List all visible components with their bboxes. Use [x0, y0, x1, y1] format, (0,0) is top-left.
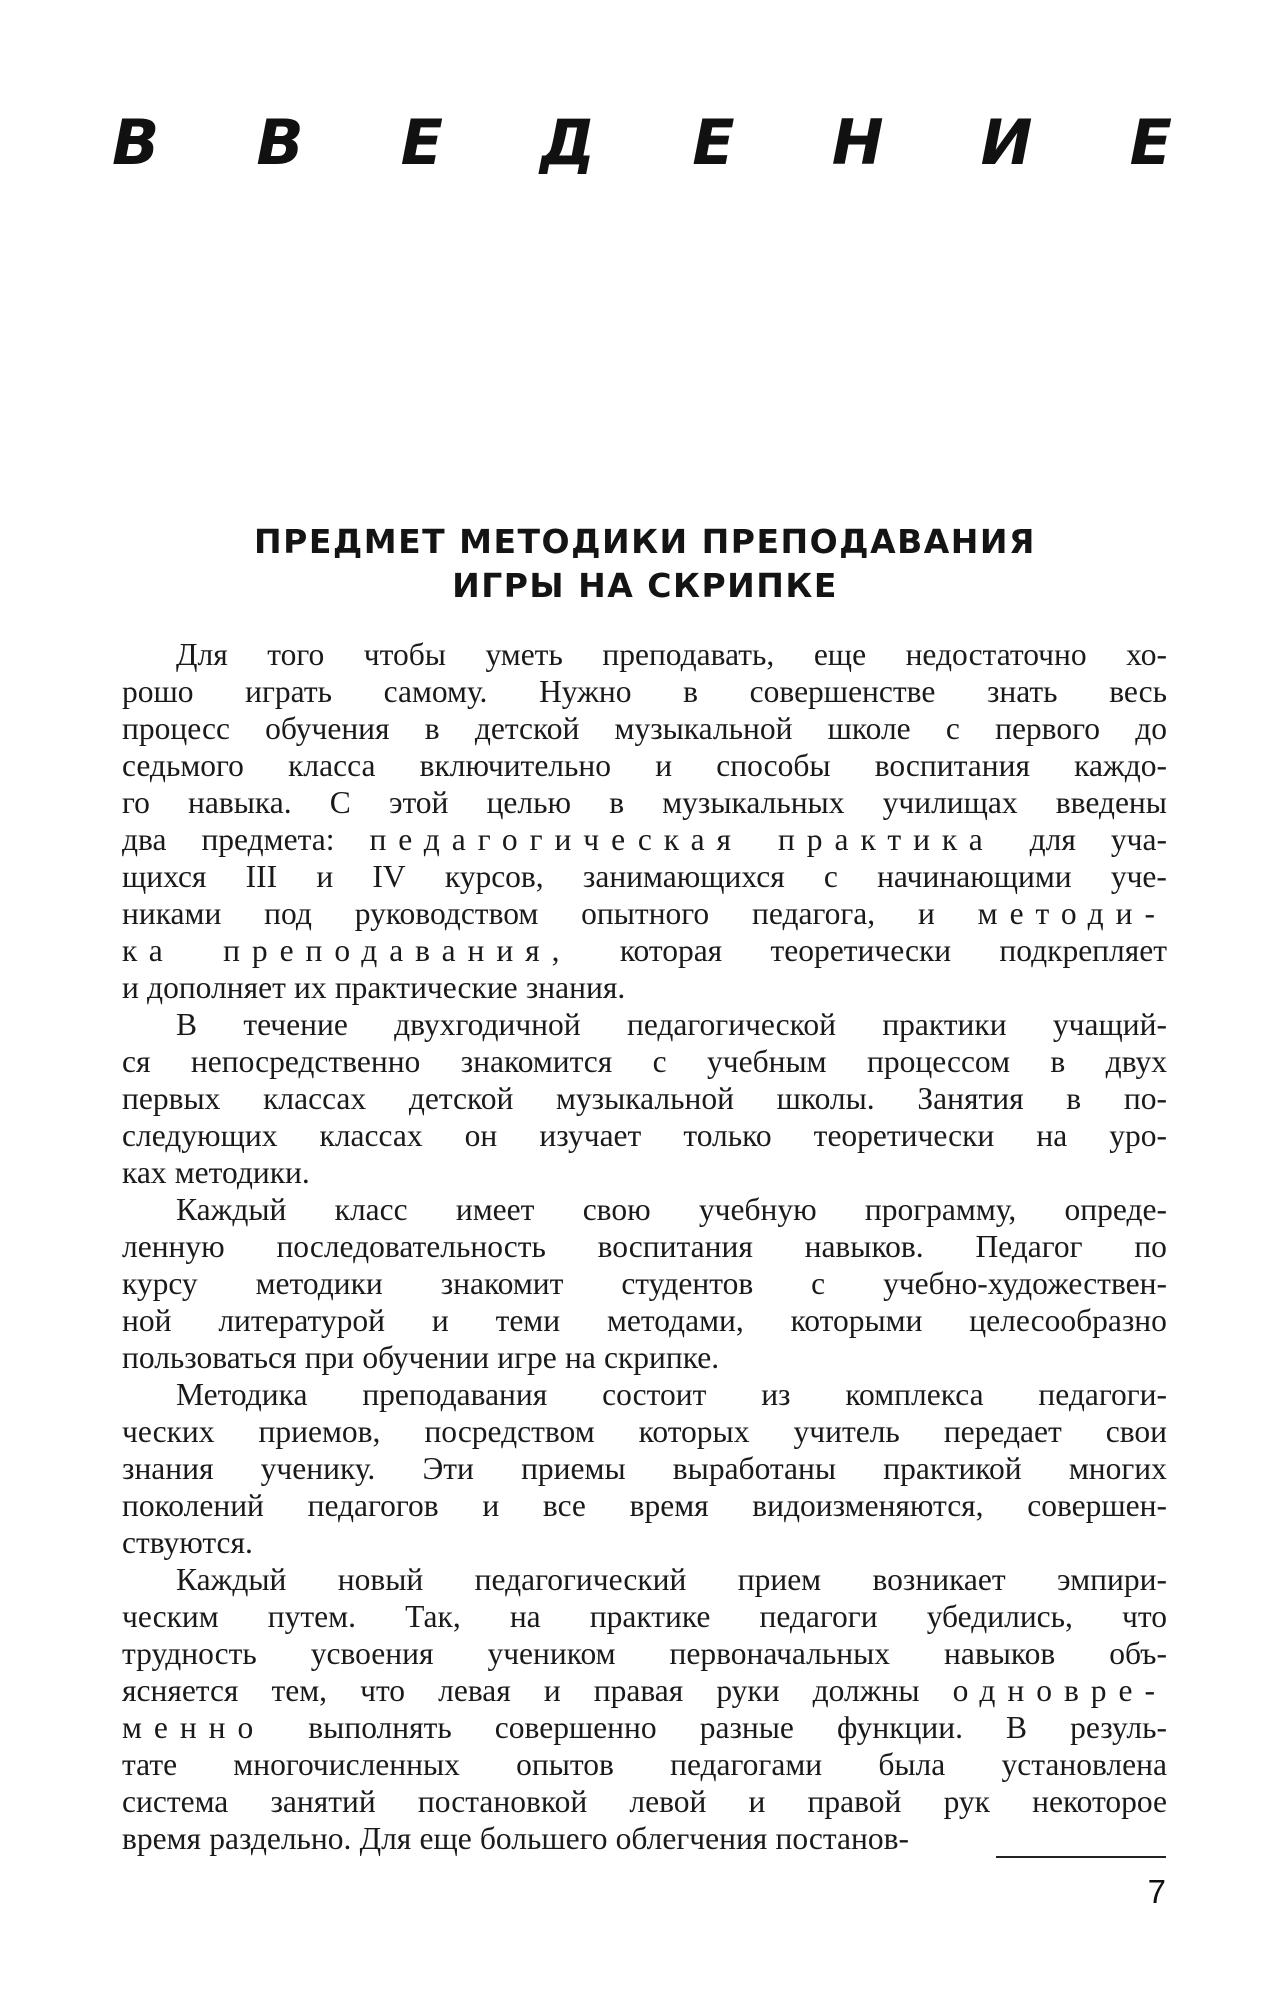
text-line: пользоваться при обучении игре на скрипке.: [122, 1340, 720, 1375]
text-line: рошо играть самому. Нужно в совершенстве знать весь: [122, 674, 1167, 709]
text-line: ческих приемов, посредством которых учитель передает свои: [122, 1414, 1167, 1449]
text-line: Методика преподавания состоит из комплекса педагоги-: [176, 1377, 1167, 1412]
section-heading-line-1: ПРЕДМЕТ МЕТОДИКИ ПРЕПОДАВАНИЯ: [254, 522, 1036, 561]
text-line: ка преподавания, которая теоретически подкрепляет: [122, 933, 1167, 968]
paragraph: [122, 636, 1167, 1006]
text-line: Каждый класс имеет свою учебную программу, опреде-: [176, 1192, 1167, 1227]
chapter-title-letter: И: [980, 106, 1033, 179]
text-line: курсу методики знакомит студентов с учебно-художествен-: [122, 1266, 1167, 1301]
paragraph: [122, 1191, 1167, 1376]
text-line: время раздельно. Для еще большего облегчения постанов-: [122, 1821, 909, 1856]
text-line: два предмета: педагогическая практика для уча-: [122, 822, 1167, 857]
chapter-title-letter: В: [256, 106, 304, 179]
chapter-title-letter: В: [112, 106, 160, 179]
text-line: Для того чтобы уметь преподавать, еще недостаточно хо-: [176, 637, 1167, 672]
text-line: первых классах детской музыкальной школы. Занятия в по-: [122, 1081, 1167, 1116]
text-line: следующих классах он изучает только теоретически на уро-: [122, 1118, 1167, 1153]
text-line: ленную последовательность воспитания навыков. Педагог по: [122, 1229, 1167, 1264]
chapter-title-letter: Е: [692, 106, 735, 179]
text-line: го навыка. С этой целью в музыкальных училищах введены: [122, 785, 1167, 820]
text-line: ся непосредственно знакомится с учебным процессом в двух: [122, 1044, 1167, 1079]
paragraph: [122, 1376, 1167, 1561]
text-line: менно выполнять совершенно разные функции. В резуль-: [122, 1710, 1167, 1745]
chapter-title-letter: Н: [831, 106, 884, 179]
text-line: поколений педагогов и все время видоизменяются, совершен-: [122, 1488, 1167, 1523]
text-line: процесс обучения в детской музыкальной школе с первого до: [122, 711, 1167, 746]
page-number: 7: [1147, 1873, 1166, 1910]
chapter-title-letter: Е: [1129, 106, 1172, 179]
text-line: щихся III и IV курсов, занимающихся с начинающими уче-: [122, 859, 1167, 894]
text-line: ческим путем. Так, на практике педагоги убедились, что: [122, 1599, 1167, 1634]
paragraph: [122, 1561, 1167, 1857]
text-line: седьмого класса включительно и способы воспитания каждо-: [122, 748, 1167, 783]
chapter-title-letter: Е: [400, 106, 443, 179]
text-line: трудность усвоения учеником первоначальных навыков объ-: [122, 1636, 1167, 1671]
text-line: и дополняет их практические знания.: [122, 970, 626, 1005]
text-line: Каждый новый педагогический прием возникает эмпири-: [176, 1562, 1167, 1597]
footer-rule: [996, 1856, 1166, 1858]
body-text: [122, 636, 1167, 1857]
section-heading-line-2: ИГРЫ НА СКРИПКЕ: [452, 566, 838, 605]
text-line: никами под руководством опытного педагога, и методи-: [122, 896, 1167, 931]
text-line: В течение двухгодичной педагогической практики учащий-: [176, 1007, 1167, 1042]
text-line: ясняется тем, что левая и правая руки должны одновре-: [122, 1673, 1167, 1708]
chapter-title-letter: Д: [540, 106, 596, 179]
section-heading: [120, 520, 1170, 608]
text-line: ках методики.: [122, 1155, 310, 1190]
text-line: ной литературой и теми методами, которыми целесообразно: [122, 1303, 1167, 1338]
paragraph: [122, 1006, 1167, 1191]
text-line: система занятий постановкой левой и правой рук некоторое: [122, 1784, 1167, 1819]
text-line: ствуются.: [122, 1525, 253, 1560]
text-line: тате многочисленных опытов педагогами была установлена: [122, 1747, 1167, 1782]
text-line: знания ученику. Эти приемы выработаны практикой многих: [122, 1451, 1167, 1486]
chapter-title: [112, 106, 1172, 179]
